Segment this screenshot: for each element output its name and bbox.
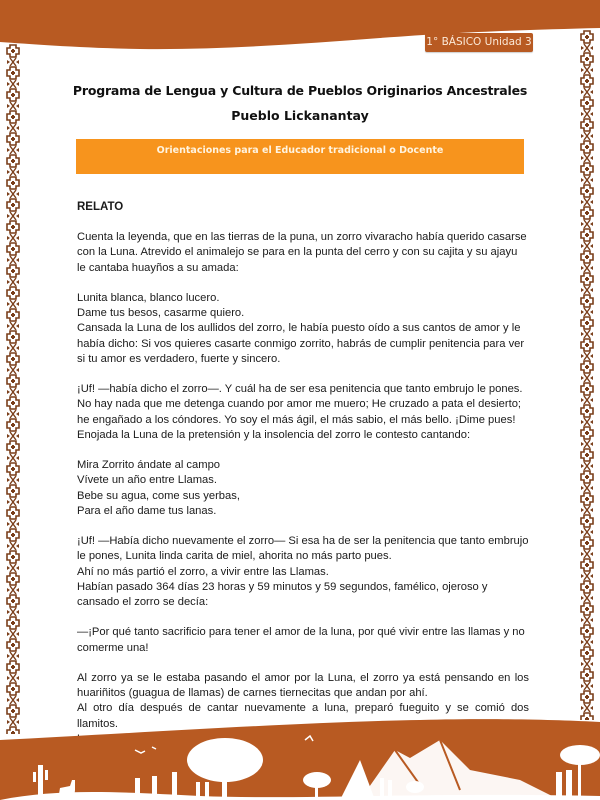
- story-line: Ahí no más partió el zorro, a vivir entre las Llamas.: [77, 565, 329, 578]
- landscape-silhouette-icon: [0, 700, 600, 800]
- song-line: Mira Zorrito ándate al campo: [77, 459, 221, 472]
- story-paragraph: [77, 382, 529, 443]
- story-line: Habían pasado 364 días 23 horas y 59 minutos y 59 segundos, famélico, ojeroso y cansado el zorro se decía:: [77, 580, 488, 609]
- song-line: Bebe su agua, come sus yerbas,: [77, 489, 240, 502]
- song-stanza: [77, 458, 529, 519]
- band-label: Orientaciones para el Educador tradicional o Docente: [156, 145, 444, 156]
- story-line: Al zorro ya se le estaba pasando el amor por la Luna, el zorro ya está pensando en los huariñitos (guagua de llamas) de carnes tiernecitas que andan por ahí.: [77, 672, 529, 700]
- story-line: Enojada la Luna de la pretensión y la insolencia del zorro le contesto cantando:: [77, 428, 471, 441]
- andean-diamond-pattern-icon: [578, 30, 596, 720]
- program-title: Programa de Lengua y Cultura de Pueblos Originarios Ancestrales: [72, 83, 528, 98]
- story-paragraph: [77, 534, 529, 610]
- song-line: Dame tus besos, casarme quiero.: [77, 307, 245, 320]
- people-title: Pueblo Lickanantay: [231, 108, 369, 123]
- unit-badge: 1° BÁSICO Unidad 3: [425, 33, 533, 52]
- story-line: Cansada la Luna de los aullidos del zorro, le había puesto oído a sus cantos de amor y le había dicho: Si vos quieres casarte conmigo zorrito, habrás de cumplir penitencia para ver si tu amor es verdadero, fuerte y sincero.: [77, 322, 525, 365]
- song-line: Vívete un año entre Llamas.: [77, 474, 217, 487]
- educator-orientation-band: [76, 139, 524, 174]
- story-content: [77, 200, 529, 777]
- story-line: Al otro día después de cantar nuevamente a luna, preparó fueguito y se comió dos llamitos.: [77, 702, 529, 730]
- story-paragraph: [77, 291, 529, 367]
- story-paragraph: [77, 625, 529, 655]
- story-paragraph: [77, 230, 529, 276]
- story-line: ¡Uf! —Había dicho nuevamente el zorro— Si esa ha de ser la penitencia que tanto embrujo le pones, Lunita linda carita de miel, ahorita no más parto pues.: [77, 535, 529, 563]
- song-line: Lunita blanca, blanco lucero.: [77, 292, 220, 304]
- story-line: —¡Por qué tanto sacrificio para tener el amor de la luna, por qué vivir entre las llamas y no comerme una!: [77, 626, 525, 654]
- story-line: ¡Uf! —había dicho el zorro—. Y cuál ha de ser esa penitencia que tanto embrujo le pones. No hay nada que me detenga cuando por amor me muero; He cruzado a pata el desierto; he engañado a los cóndores. Yo soy el más ágil, el más sabio, el más bello. ¡Dime pues!: [77, 383, 523, 426]
- section-heading: RELATO: [77, 201, 124, 213]
- andean-diamond-pattern-icon: [4, 44, 22, 734]
- song-line: Para el año dame tus lanas.: [77, 504, 217, 517]
- story-line: Cuenta la leyenda, que en las tierras de la puna, un zorro vivaracho había querido casarse con la Luna. Atrevido el animalejo se para en la punta del cerro y con su cajita y su ajayu le cantaba huayños a su amada:: [77, 231, 527, 274]
